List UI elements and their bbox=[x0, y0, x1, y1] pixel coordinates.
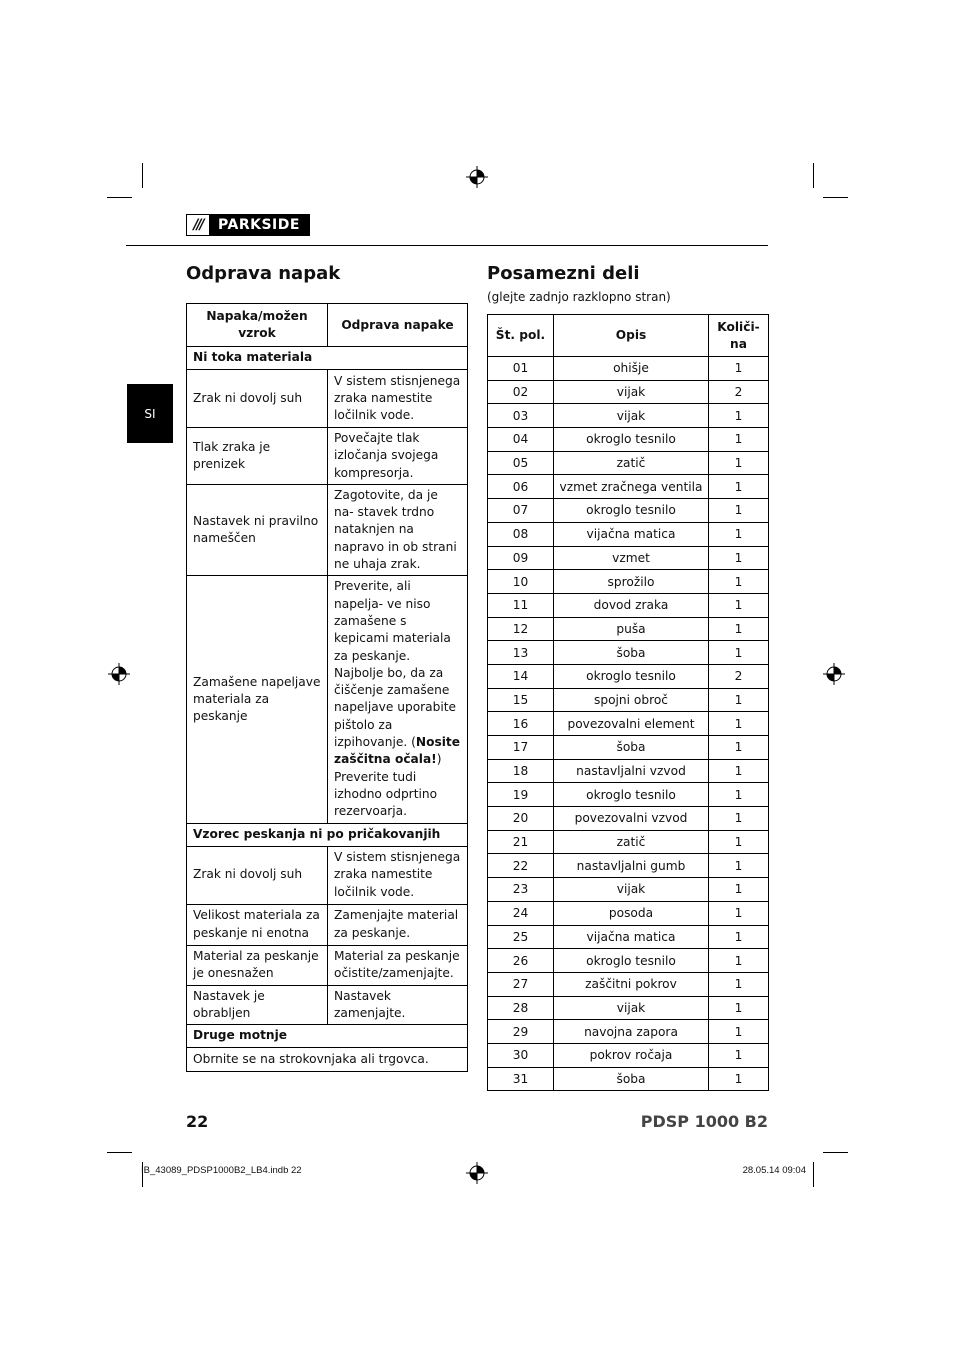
page-number: 22 bbox=[186, 1112, 209, 1131]
table-row bbox=[187, 904, 468, 945]
position-cell: 22 bbox=[488, 854, 554, 878]
position-cell: 08 bbox=[488, 522, 554, 546]
registration-mark-icon bbox=[466, 166, 488, 188]
registration-mark-icon bbox=[466, 1162, 488, 1184]
description-cell: vijačna matica bbox=[554, 925, 709, 949]
remedy-cell: Nastavek zamenjajte. bbox=[328, 985, 468, 1025]
table-header-row bbox=[488, 315, 769, 357]
table-row bbox=[488, 593, 769, 617]
position-cell: 28 bbox=[488, 996, 554, 1020]
position-cell: 04 bbox=[488, 428, 554, 452]
position-cell: 24 bbox=[488, 901, 554, 925]
position-cell: 25 bbox=[488, 925, 554, 949]
position-cell: 27 bbox=[488, 972, 554, 996]
position-cell: 26 bbox=[488, 949, 554, 973]
position-cell: 19 bbox=[488, 783, 554, 807]
quantity-cell: 1 bbox=[709, 404, 769, 428]
cause-cell: Nastavek je obrabljen bbox=[187, 985, 328, 1025]
table-row bbox=[488, 1020, 769, 1044]
parts-title: Posamezni deli bbox=[487, 263, 640, 284]
description-cell: okroglo tesnilo bbox=[554, 783, 709, 807]
table-row bbox=[488, 996, 769, 1020]
position-cell: 23 bbox=[488, 878, 554, 902]
quantity-cell: 1 bbox=[709, 593, 769, 617]
quantity-cell: 1 bbox=[709, 475, 769, 499]
quantity-cell: 1 bbox=[709, 901, 769, 925]
crop-mark bbox=[107, 197, 132, 198]
column-header-quantity bbox=[709, 315, 769, 357]
position-cell: 09 bbox=[488, 546, 554, 570]
print-slug-file: IB_43089_PDSP1000B2_LB4.indb 22 bbox=[141, 1165, 302, 1176]
description-cell: vijak bbox=[554, 404, 709, 428]
description-cell: sprožilo bbox=[554, 570, 709, 594]
remedy-text: Preverite, ali napelja- ve niso zamašene s kepicami materiala za peskanje. Najbolje bo, da za čiščenje zamašene napeljave uporabite pištolo za izpihovanje. bbox=[334, 579, 457, 750]
column-header-position: Št. pol. bbox=[488, 315, 554, 357]
quantity-cell: 1 bbox=[709, 1043, 769, 1067]
table-row bbox=[488, 617, 769, 641]
cause-cell: Velikost materiala za peskanje ni enotna bbox=[187, 904, 328, 945]
position-cell: 18 bbox=[488, 759, 554, 783]
section-heading: Vzorec peskanja ni po pričakovanjih bbox=[187, 823, 468, 846]
position-cell: 20 bbox=[488, 807, 554, 831]
description-cell: okroglo tesnilo bbox=[554, 949, 709, 973]
header-rule bbox=[126, 245, 768, 246]
crop-mark bbox=[823, 197, 848, 198]
position-cell: 07 bbox=[488, 499, 554, 523]
description-cell: povezovalni element bbox=[554, 712, 709, 736]
remedy-cell: V sistem stisnjenega zraka namestite ločilnik vode. bbox=[328, 370, 468, 428]
description-cell: vzmet bbox=[554, 546, 709, 570]
table-row bbox=[488, 546, 769, 570]
section-heading: Ni toka materiala bbox=[187, 347, 468, 370]
table-row bbox=[187, 428, 468, 485]
position-cell: 17 bbox=[488, 736, 554, 760]
quantity-cell: 1 bbox=[709, 830, 769, 854]
quantity-cell: 1 bbox=[709, 854, 769, 878]
description-cell: nastavljalni vzvod bbox=[554, 759, 709, 783]
quantity-cell: 1 bbox=[709, 1067, 769, 1091]
remedy-warning: Nosite zaščitna očala! bbox=[334, 735, 460, 767]
table-row bbox=[488, 736, 769, 760]
table-header-row bbox=[187, 304, 468, 347]
position-cell: 30 bbox=[488, 1043, 554, 1067]
description-cell: okroglo tesnilo bbox=[554, 428, 709, 452]
table-row bbox=[488, 830, 769, 854]
table-row bbox=[488, 570, 769, 594]
description-cell: pokrov ročaja bbox=[554, 1043, 709, 1067]
table-row bbox=[488, 854, 769, 878]
table-row bbox=[488, 641, 769, 665]
table-row bbox=[488, 688, 769, 712]
table-row bbox=[488, 972, 769, 996]
troubleshooting-title: Odprava napak bbox=[186, 263, 341, 284]
table-row bbox=[187, 985, 468, 1025]
position-cell: 10 bbox=[488, 570, 554, 594]
column-header-cause: Napaka/možen vzrok bbox=[187, 304, 328, 347]
remedy-cell: V sistem stisnjenega zraka namestite ločilnik vode. bbox=[328, 846, 468, 904]
description-cell: vzmet zračnega ventila bbox=[554, 475, 709, 499]
print-slug-date: 28.05.14 09:04 bbox=[742, 1165, 806, 1176]
position-cell: 01 bbox=[488, 357, 554, 381]
parkside-logo bbox=[186, 214, 310, 236]
quantity-cell: 1 bbox=[709, 428, 769, 452]
table-row bbox=[488, 499, 769, 523]
quantity-cell: 1 bbox=[709, 641, 769, 665]
table-row bbox=[488, 475, 769, 499]
model-number: PDSP 1000 B2 bbox=[640, 1112, 768, 1131]
description-cell: okroglo tesnilo bbox=[554, 664, 709, 688]
parts-subtitle: (glejte zadnjo razklopno stran) bbox=[487, 290, 671, 304]
remedy-cell: Material za peskanje očistite/zamenjajte. bbox=[328, 945, 468, 985]
quantity-cell: 1 bbox=[709, 357, 769, 381]
table-row bbox=[488, 878, 769, 902]
description-cell: šoba bbox=[554, 641, 709, 665]
position-cell: 31 bbox=[488, 1067, 554, 1091]
position-cell: 21 bbox=[488, 830, 554, 854]
quantity-cell: 1 bbox=[709, 451, 769, 475]
table-row bbox=[488, 404, 769, 428]
table-row bbox=[488, 783, 769, 807]
troubleshooting-table bbox=[186, 303, 468, 1072]
section-row bbox=[187, 1025, 468, 1048]
parts-table bbox=[487, 314, 769, 1091]
registration-mark-icon bbox=[823, 663, 845, 685]
position-cell: 03 bbox=[488, 404, 554, 428]
position-cell: 02 bbox=[488, 380, 554, 404]
crop-mark bbox=[823, 1152, 848, 1153]
table-row bbox=[488, 664, 769, 688]
description-cell: zatič bbox=[554, 451, 709, 475]
position-cell: 05 bbox=[488, 451, 554, 475]
remedy-cell: Preverite, ali napelja- ve niso zamašene s kepicami materiala za peskanje. Najbolje bo, da za čiščenje zamašene napeljave uporabite pištolo za izpihovanje. (Nosite zaščitna očala!) Preverite tudi izhodno odprtino rezervoarja. bbox=[328, 576, 468, 823]
quantity-cell: 2 bbox=[709, 664, 769, 688]
quantity-cell: 1 bbox=[709, 878, 769, 902]
cause-cell: Zamašene napeljave materiala za peskanje bbox=[187, 576, 328, 823]
description-cell: šoba bbox=[554, 1067, 709, 1091]
position-cell: 16 bbox=[488, 712, 554, 736]
table-row bbox=[488, 522, 769, 546]
quantity-header-line: na bbox=[730, 336, 747, 351]
section-row bbox=[187, 347, 468, 370]
quantity-cell: 1 bbox=[709, 1020, 769, 1044]
section-row bbox=[187, 823, 468, 846]
description-cell: zatič bbox=[554, 830, 709, 854]
table-row bbox=[488, 759, 769, 783]
cause-cell: Nastavek ni pravilno nameščen bbox=[187, 484, 328, 575]
table-row bbox=[488, 451, 769, 475]
table-row bbox=[187, 1048, 468, 1072]
quantity-cell: 1 bbox=[709, 522, 769, 546]
cause-cell: Tlak zraka je prenizek bbox=[187, 428, 328, 485]
position-cell: 12 bbox=[488, 617, 554, 641]
description-cell: nastavljalni gumb bbox=[554, 854, 709, 878]
description-cell: okroglo tesnilo bbox=[554, 499, 709, 523]
table-row bbox=[488, 380, 769, 404]
logo-text: PARKSIDE bbox=[209, 215, 309, 235]
crop-mark bbox=[813, 163, 814, 188]
cause-cell: Material za peskanje je onesnažen bbox=[187, 945, 328, 985]
quantity-cell: 1 bbox=[709, 546, 769, 570]
position-cell: 11 bbox=[488, 593, 554, 617]
crop-mark bbox=[813, 1162, 814, 1187]
description-cell: zaščitni pokrov bbox=[554, 972, 709, 996]
description-cell: povezovalni vzvod bbox=[554, 807, 709, 831]
remedy-cell: Zagotovite, da je na- stavek trdno nataknjen na napravo in ob strani ne uhaja zrak. bbox=[328, 484, 468, 575]
quantity-cell: 1 bbox=[709, 996, 769, 1020]
description-cell: navojna zapora bbox=[554, 1020, 709, 1044]
quantity-cell: 1 bbox=[709, 783, 769, 807]
description-cell: šoba bbox=[554, 736, 709, 760]
table-row bbox=[488, 357, 769, 381]
position-cell: 29 bbox=[488, 1020, 554, 1044]
crop-mark bbox=[107, 1152, 132, 1153]
quantity-cell: 1 bbox=[709, 925, 769, 949]
registration-mark-icon bbox=[108, 663, 130, 685]
table-row bbox=[187, 576, 468, 823]
quantity-cell: 1 bbox=[709, 570, 769, 594]
table-row bbox=[187, 370, 468, 428]
table-row bbox=[488, 901, 769, 925]
column-header-description: Opis bbox=[554, 315, 709, 357]
quantity-cell: 1 bbox=[709, 617, 769, 641]
remedy-cell: Zamenjajte material za peskanje. bbox=[328, 904, 468, 945]
quantity-cell: 1 bbox=[709, 712, 769, 736]
position-cell: 15 bbox=[488, 688, 554, 712]
position-cell: 14 bbox=[488, 664, 554, 688]
quantity-cell: 1 bbox=[709, 499, 769, 523]
quantity-cell: 2 bbox=[709, 380, 769, 404]
table-row bbox=[488, 1067, 769, 1091]
description-cell: spojni obroč bbox=[554, 688, 709, 712]
cause-cell: Zrak ni dovolj suh bbox=[187, 370, 328, 428]
description-cell: dovod zraka bbox=[554, 593, 709, 617]
quantity-cell: 1 bbox=[709, 972, 769, 996]
description-cell: vijačna matica bbox=[554, 522, 709, 546]
table-row bbox=[187, 484, 468, 575]
column-header-remedy: Odprava napake bbox=[328, 304, 468, 347]
quantity-header-line: Količi- bbox=[717, 319, 760, 334]
parts-table-body bbox=[488, 357, 769, 1091]
crop-mark bbox=[142, 163, 143, 188]
section-heading: Druge motnje bbox=[187, 1025, 468, 1048]
position-cell: 13 bbox=[488, 641, 554, 665]
cause-cell: Zrak ni dovolj suh bbox=[187, 846, 328, 904]
table-row bbox=[187, 945, 468, 985]
table-row bbox=[488, 925, 769, 949]
quantity-cell: 1 bbox=[709, 736, 769, 760]
position-cell: 06 bbox=[488, 475, 554, 499]
table-row bbox=[488, 807, 769, 831]
note-cell: Obrnite se na strokovnjaka ali trgovca. bbox=[187, 1048, 468, 1072]
quantity-cell: 1 bbox=[709, 949, 769, 973]
table-row bbox=[488, 1043, 769, 1067]
description-cell: vijak bbox=[554, 996, 709, 1020]
description-cell: posoda bbox=[554, 901, 709, 925]
quantity-cell: 1 bbox=[709, 688, 769, 712]
remedy-cell: Povečajte tlak izločanja svojega kompresorja. bbox=[328, 428, 468, 485]
quantity-cell: 1 bbox=[709, 759, 769, 783]
description-cell: ohišje bbox=[554, 357, 709, 381]
table-row bbox=[187, 846, 468, 904]
logo-stripes: /// bbox=[193, 217, 203, 233]
table-row bbox=[488, 949, 769, 973]
description-cell: puša bbox=[554, 617, 709, 641]
quantity-cell: 1 bbox=[709, 807, 769, 831]
description-cell: vijak bbox=[554, 878, 709, 902]
table-row bbox=[488, 428, 769, 452]
language-tab: SI bbox=[127, 384, 173, 443]
description-cell: vijak bbox=[554, 380, 709, 404]
table-row bbox=[488, 712, 769, 736]
remedy-text: Preverite tudi izhodno odprtino rezervoarja. bbox=[334, 769, 438, 819]
